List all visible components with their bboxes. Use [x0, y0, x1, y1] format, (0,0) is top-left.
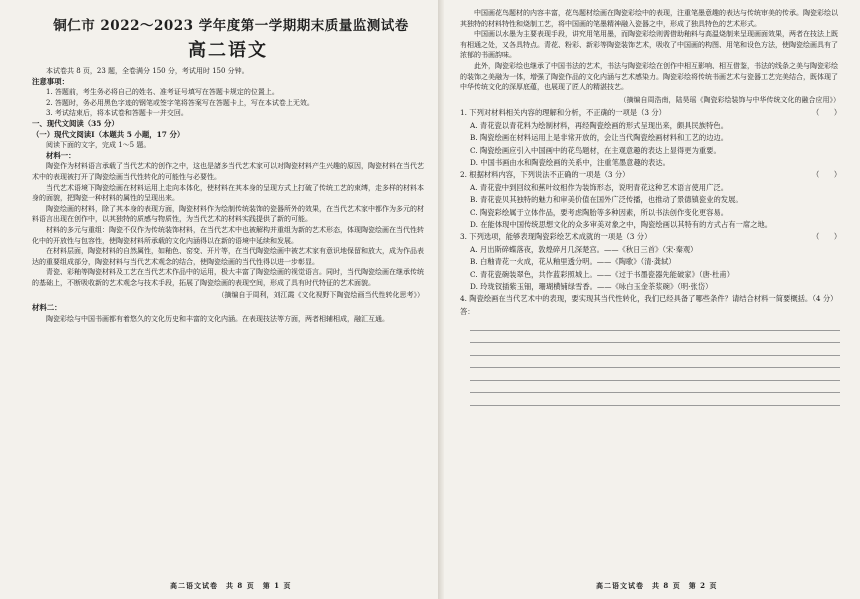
question-block: [460, 107, 840, 169]
paragraph: 此外，陶瓷彩绘也继承了中国书法的艺术，书法与陶瓷彩绘在创作中相互影响、相互借鉴，书法的线条之美与陶瓷彩绘的装饰之美融为一体，增强了陶瓷作品的文化内涵与艺术感染力。陶瓷彩绘将传统书画艺术与瓷器工艺完美结合，既体现了中华传统文化的深厚底蕴，也展现了匠人的精湛技艺。: [460, 61, 838, 92]
option: A. 青花瓷中到回纹和蕉叶纹相作为装饰形态，说明青花这种艺术语言使用广泛。: [470, 182, 728, 192]
page-footer: 高二语文试卷 共 8 页 第 2 页: [596, 581, 718, 590]
exam-title: 铜仁市 2022～2023 学年度第一学期期末质量监测试卷: [53, 18, 409, 34]
option: C. 陶瓷彩绘属于立体作品，要考虑陶胎等多种因素，所以书法创作变化更容易。: [470, 207, 729, 217]
page-two: [444, 0, 860, 599]
paragraph: 中国画以水墨为主要表现手段，讲究用笔用墨，而陶瓷彩绘则需借助釉料与高温烧制来呈现画面效果，两者在技法上既有相通之处，又各具特点。青花、粉彩、新彩等陶瓷装饰艺术，吸收了中国画的构图、用笔和设色方法，使陶瓷绘画具有了浓郁的书画韵味。: [460, 30, 838, 60]
answer-line[interactable]: [470, 368, 840, 381]
answer-line[interactable]: [470, 331, 840, 344]
paragraph: 陶瓷绘画的材料，除了其本身的表现方面，陶瓷材料作为绘制传统装饰的瓷器所外的效果，在当代艺术家中都作为多元的材料语言出现在创作中，以其独特的质感与物质性，为当代艺术的材料实践提供了新的可能。: [32, 204, 424, 224]
question-block: [460, 169, 840, 231]
option: D. 玲珑钗插紫玉钿，珊瑚横铺绿雪香。——《咏白玉金茶浆碗》（明·张岱）: [470, 282, 713, 292]
paragraph: 陶瓷彩绘与中国书画都有着悠久的文化历史和丰富的文化内涵。在表现技法等方面，两者相辅相成，融汇互通。: [46, 314, 389, 323]
question-stem: 2. 根据材料内容，下列说法不正确的一项是（3 分） （ ）: [460, 169, 840, 181]
question-block: [460, 293, 840, 405]
answer-paren: （ ）: [812, 232, 842, 242]
option: B. 白釉青花一火成，花从釉里透分明。——《陶歌》（清·龚轼）: [470, 257, 676, 267]
answer-paren: （ ）: [812, 170, 842, 180]
paragraph: 当代艺术语境下陶瓷绘画在材料运用上走向本体化，使材料在其本身的呈现方式上打破了传统工艺的束缚，走多样的材料本身的面貌，把陶瓷一种材料的属性的呈现出来。: [32, 183, 424, 203]
option: B. 青花瓷贝其独特的魅力和审美价值在国外广泛传播，也推动了景德镇瓷业的发展。: [470, 195, 743, 205]
paragraph: 中国画花鸟题材的内容丰富，花鸟题材绘画在陶瓷彩绘中的表现，注重笔墨意趣的表达与传统审美的传承。陶瓷彩绘以其独特的材料特性和烧制工艺，将中国画的笔墨精神融入瓷器之中，形成了独具特色的艺术形式。: [460, 9, 838, 28]
option: A. 青花瓷以青花料为绘制材料，再经陶瓷绘画的形式呈现出来，颇具民族特色。: [470, 120, 728, 130]
option: D. 中国书画由水和陶瓷绘画的关系中，注重笔墨意趣的表达。: [470, 157, 670, 167]
question-stem: 4. 陶瓷绘画在当代艺术中的表现，要实现其当代性转化，我们已经具备了哪些条件？请结合材料一简要概括。（4 分）: [460, 294, 838, 304]
subsection-heading: （一）现代文阅读Ⅰ（本题共 5 小题，17 分）: [32, 129, 185, 139]
answer-line[interactable]: [470, 381, 840, 394]
question-stem: 3. 下列选项，能够表现陶瓷彩绘艺术成就的一项是（3 分） （ ）: [460, 231, 840, 243]
note-item: 3. 考试结束后，将本试卷和答题卡一并交回。: [46, 109, 188, 118]
notes-heading: 注意事项：: [32, 76, 69, 86]
question-stem: 1. 下列对材料相关内容的理解和分析，不正确的一项是（3 分） （ ）: [460, 107, 840, 119]
option: C. 青花瓷碗装翠色，共作蓝彩照城上。——《过于书墨瓷器先能破家》（唐·杜甫）: [470, 269, 735, 279]
answer-line[interactable]: [470, 393, 840, 406]
option: A. 月出斯碎蝶落夜，敦煌碎月几深楚宫。——《秋日三首》（宋·秦观）: [470, 244, 698, 254]
answer-label: 答：: [460, 306, 475, 316]
paragraph: 陶瓷作为材料语言承载了当代艺术的创作之中，这也是諸多当代艺术家可以对陶瓷材料产生兴趣的原因，陶瓷材料在当代艺术中的表现被打开了陶瓷绘画当代性转化的可能性与必要性。: [32, 162, 424, 181]
paragraph: 青瓷、彩釉等陶瓷材料及工艺在当代艺术作品中的运用，极大丰富了陶瓷绘画的视觉语言。同时，当代陶瓷绘画在继承传统的基础上，不断吸收新的艺术观念与技术手段，拓展了陶瓷绘画的表现空间，形成了具有时代特征的艺术面貌。: [32, 268, 424, 287]
question-block: [460, 231, 840, 293]
exam-subject: 高二语文: [188, 40, 268, 61]
source-citation: （摘编自周浩南，陆昊瑶《陶瓷彩绘装饰与中华传统文化的融合应用》）: [619, 95, 840, 104]
reading-instruction: 阅读下面的文字，完成 1～5 题。: [46, 141, 151, 150]
source-citation: （摘编自于周利，刘江霞《文化视野下陶瓷绘画当代性转化思考》）: [217, 291, 424, 300]
section-heading: 一、现代文阅读（35 分）: [32, 118, 119, 128]
answer-area[interactable]: [460, 318, 840, 406]
option: C. 陶瓷绘画应引入中国画中的花鸟题材，在主观意趣的表达上显得更为重要。: [470, 145, 721, 155]
answer-line[interactable]: [470, 318, 840, 331]
option: D. 在能体现中国传统思想文化的众多审美对象之中，陶瓷绘画以其特有的方式占有一席之地。: [470, 220, 773, 229]
option: B. 陶瓷绘画在材料运用上是非常开放的，会让当代陶瓷绘画材料和工艺的边边。: [470, 133, 729, 143]
answer-paren: （ ）: [812, 108, 842, 118]
material-one-label: 材料一：: [46, 150, 76, 160]
answer-line[interactable]: [470, 343, 840, 356]
notes-list: [32, 87, 424, 119]
answer-line[interactable]: [470, 356, 840, 369]
note-item: 1. 答题前，考生务必将自己的姓名、准考证号填写在答题卡规定的位置上。: [46, 88, 279, 97]
material-two-label: 材料二：: [32, 303, 62, 313]
exam-intro: 本试卷共 8 页，23 题，全卷满分 150 分，考试用时 150 分钟。: [46, 67, 249, 75]
paragraph: 材料的多元与重组：陶瓷不仅作为传统装饰材料，在当代艺术中也被解构并重组为新的艺术形态，体现陶瓷绘画在当代性转化中的开放性与包容性，使陶瓷材料所承载的文化内涵得以在新的语境中延续和发展。: [32, 225, 424, 245]
note-item: 2. 答题时，务必用黑色字迹的钢笔或签字笔将答案写在答题卡上，写在本试卷上无效。: [46, 98, 314, 107]
paragraph: 在材料层面，陶瓷材料的自然属性，如釉色、窑变、开片等，在当代陶瓷绘画中被艺术家有意识地保留和放大，成为作品表达的重要组成部分，陶瓷材料与当代艺术观念的结合，使陶瓷绘画的当代性得以进一步彰显。: [32, 247, 424, 266]
page-footer: 高二语文试卷 共 8 页 第 1 页: [170, 581, 292, 590]
